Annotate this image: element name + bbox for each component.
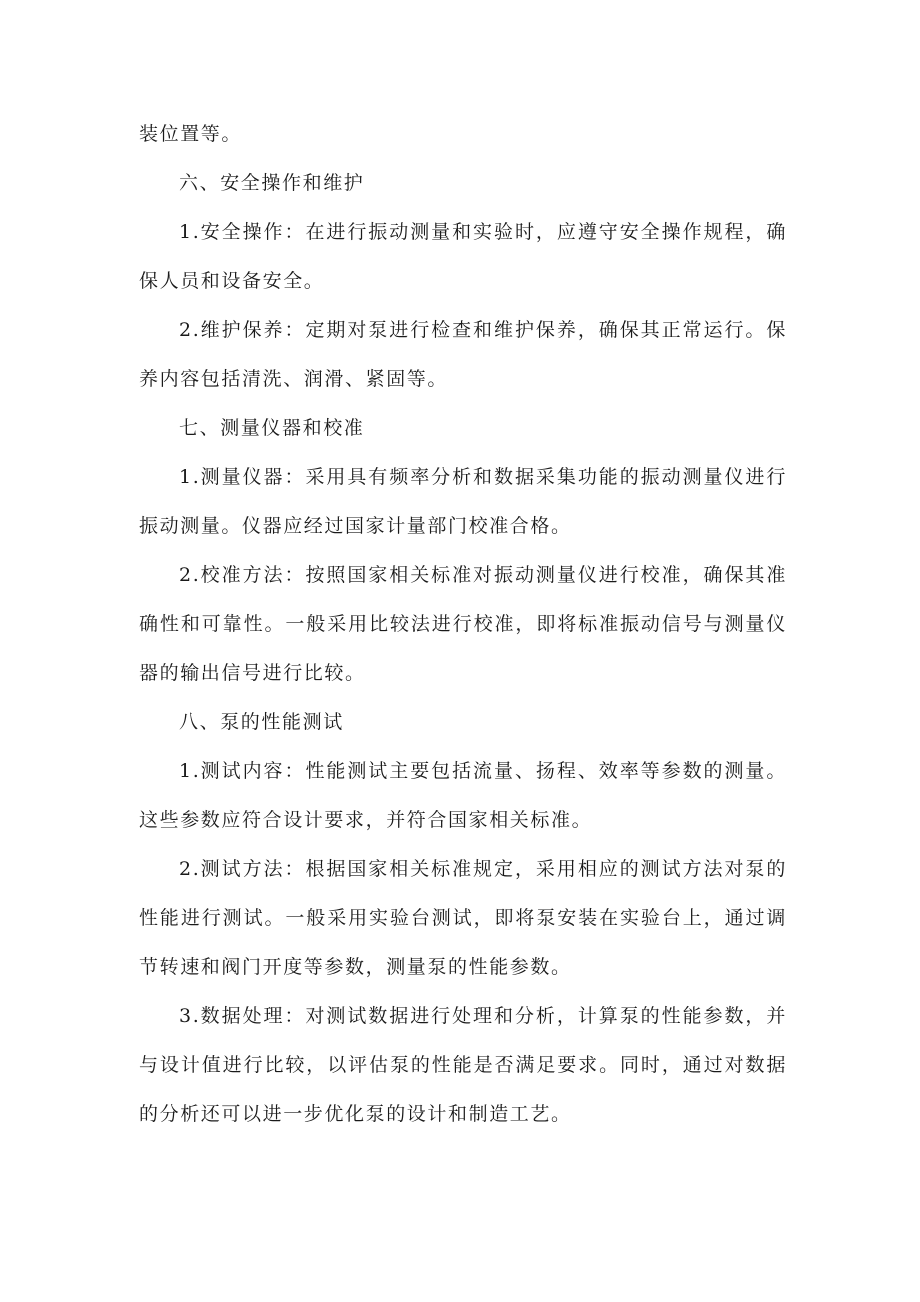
section-heading-performance: 八、泵的性能测试 — [179, 711, 344, 733]
section-heading-instruments: 七、测量仪器和校准 — [179, 417, 365, 439]
paragraph-maintenance: 2.维护保养：定期对泵进行检查和维护保养，确保其正常运行。保养内容包括清洗、润滑、紧固等。 — [139, 319, 787, 390]
section-heading-safety: 六、安全操作和维护 — [179, 172, 365, 194]
carryover-text: 装位置等。 — [139, 123, 243, 145]
paragraph-test-content: 1.测试内容：性能测试主要包括流量、扬程、效率等参数的测量。这些参数应符合设计要求，并符合国家相关标准。 — [139, 760, 787, 831]
paragraph-data-processing: 3.数据处理：对测试数据进行处理和分析，计算泵的性能参数，并与设计值进行比较，以评估泵的性能是否满足要求。同时，通过对数据的分析还可以进一步优化泵的设计和制造工艺。 — [139, 1005, 787, 1125]
paragraph-test-method: 2.测试方法：根据国家相关标准规定，采用相应的测试方法对泵的性能进行测试。一般采用实验台测试，即将泵安装在实验台上，通过调节转速和阀门开度等参数，测量泵的性能参数。 — [139, 858, 787, 978]
paragraph-instruments: 1.测量仪器：采用具有频率分析和数据采集功能的振动测量仪进行振动测量。仪器应经过国家计量部门校准合格。 — [139, 466, 787, 537]
document-body — [139, 110, 787, 1139]
paragraph-safe-operation: 1.安全操作：在进行振动测量和实验时，应遵守安全操作规程，确保人员和设备安全。 — [139, 221, 787, 292]
paragraph-calibration: 2.校准方法：按照国家相关标准对振动测量仪进行校准，确保其准确性和可靠性。一般采用比较法进行校准，即将标准振动信号与测量仪器的输出信号进行比较。 — [139, 564, 787, 684]
